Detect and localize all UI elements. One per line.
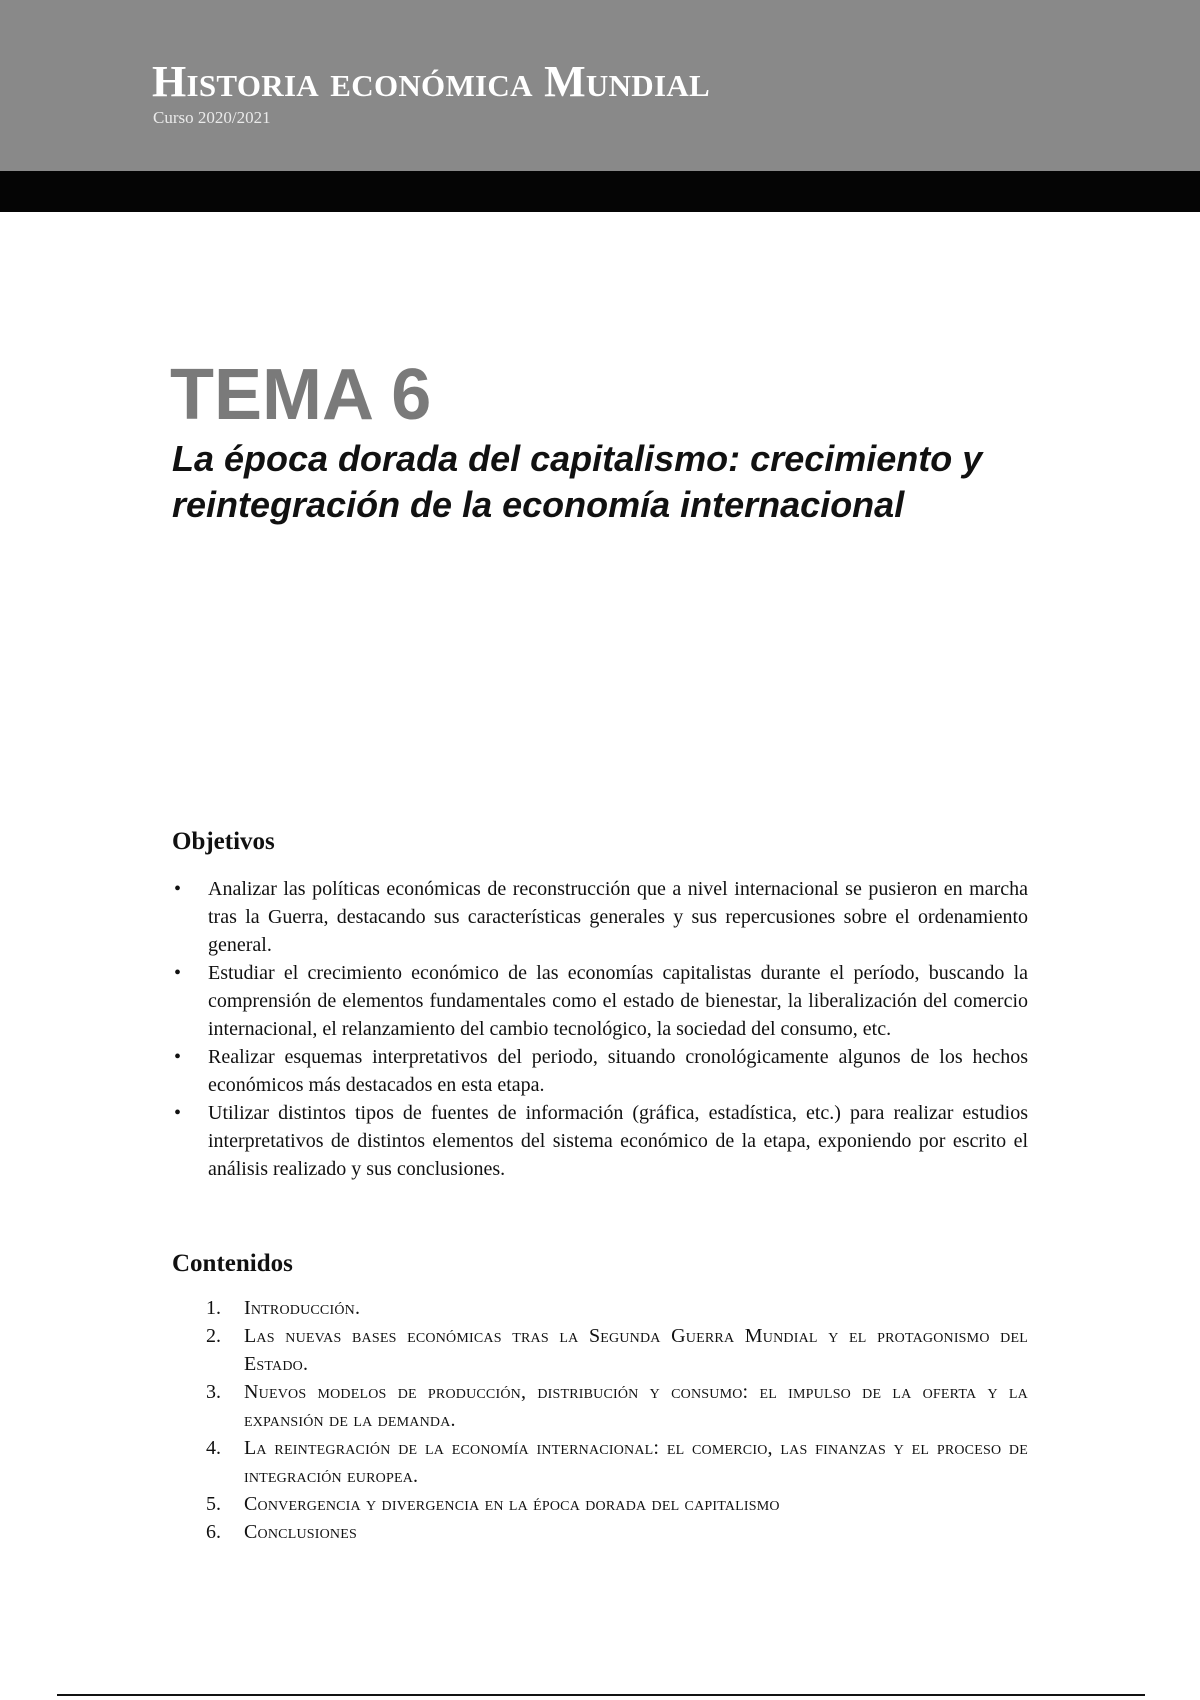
bullet-icon: • bbox=[174, 1102, 182, 1124]
bullet-icon: • bbox=[174, 878, 182, 900]
contents-list bbox=[172, 1294, 1028, 1546]
footer-rule bbox=[57, 1694, 1145, 1696]
tema-title: La época dorada del capitalismo: crecimiento y reintegración de la economía internacional bbox=[172, 438, 983, 525]
objective-text: Realizar esquemas interpretativos del periodo, situando cronológicamente algunos de los hechos económicos más destacados en esta etapa. bbox=[208, 1046, 1028, 1096]
bullet-icon: • bbox=[174, 1046, 182, 1068]
objective-item bbox=[172, 1099, 1028, 1183]
course-year: Curso 2020/2021 bbox=[153, 108, 271, 127]
objective-text: Analizar las políticas económicas de reconstrucción que a nivel internacional se pusieron en marcha tras la Guerra, destacando sus características generales y sus repercusiones sobre el ordenamiento general. bbox=[208, 878, 1028, 956]
content-item bbox=[172, 1378, 1028, 1434]
content-item bbox=[172, 1294, 1028, 1322]
objective-item bbox=[172, 875, 1028, 959]
header-black-strip bbox=[0, 171, 1200, 212]
course-title: Historia económica Mundial bbox=[152, 57, 710, 106]
content-item bbox=[172, 1490, 1028, 1518]
objective-text: Utilizar distintos tipos de fuentes de información (gráfica, estadística, etc.) para realizar estudios interpretativos de distintos elementos del sistema económico de la etapa, exponiendo por escrito el análisis realizado y sus conclusiones. bbox=[208, 1102, 1028, 1180]
objective-text: Estudiar el crecimiento económico de las economías capitalistas durante el período, buscando la comprensión de elementos fundamentales como el estado de bienestar, la liberalización del comercio internacional, el relanzamiento del cambio tecnológico, la sociedad del consumo, etc. bbox=[208, 962, 1028, 1040]
contenidos-heading: Contenidos bbox=[172, 1250, 293, 1277]
objetivos-heading: Objetivos bbox=[172, 828, 275, 855]
tema-label: TEMA 6 bbox=[170, 355, 432, 435]
content-number: 3. bbox=[206, 1381, 221, 1403]
bullet-icon: • bbox=[174, 962, 182, 984]
objective-item bbox=[172, 1043, 1028, 1099]
content-number: 5. bbox=[206, 1493, 221, 1515]
content-number: 1. bbox=[206, 1297, 221, 1319]
content-item bbox=[172, 1322, 1028, 1378]
content-item bbox=[172, 1434, 1028, 1490]
objectives-list bbox=[172, 875, 1028, 1183]
content-text: Conclusiones bbox=[244, 1521, 357, 1543]
content-text: Introducción. bbox=[244, 1297, 361, 1319]
content-number: 4. bbox=[206, 1437, 221, 1459]
content-number: 6. bbox=[206, 1521, 221, 1543]
objective-item bbox=[172, 959, 1028, 1043]
content-number: 2. bbox=[206, 1325, 221, 1347]
content-text: Las nuevas bases económicas tras la Segunda Guerra Mundial y el protagonismo del Estado. bbox=[244, 1325, 1028, 1375]
content-text: Nuevos modelos de producción, distribución y consumo: el impulso de la oferta y la expansión de la demanda. bbox=[244, 1381, 1028, 1431]
content-text: La reintegración de la economía internacional: el comercio, las finanzas y el proceso de integración europea. bbox=[244, 1437, 1028, 1487]
content-item bbox=[172, 1518, 1028, 1546]
content-text: Convergencia y divergencia en la época dorada del capitalismo bbox=[244, 1493, 780, 1515]
